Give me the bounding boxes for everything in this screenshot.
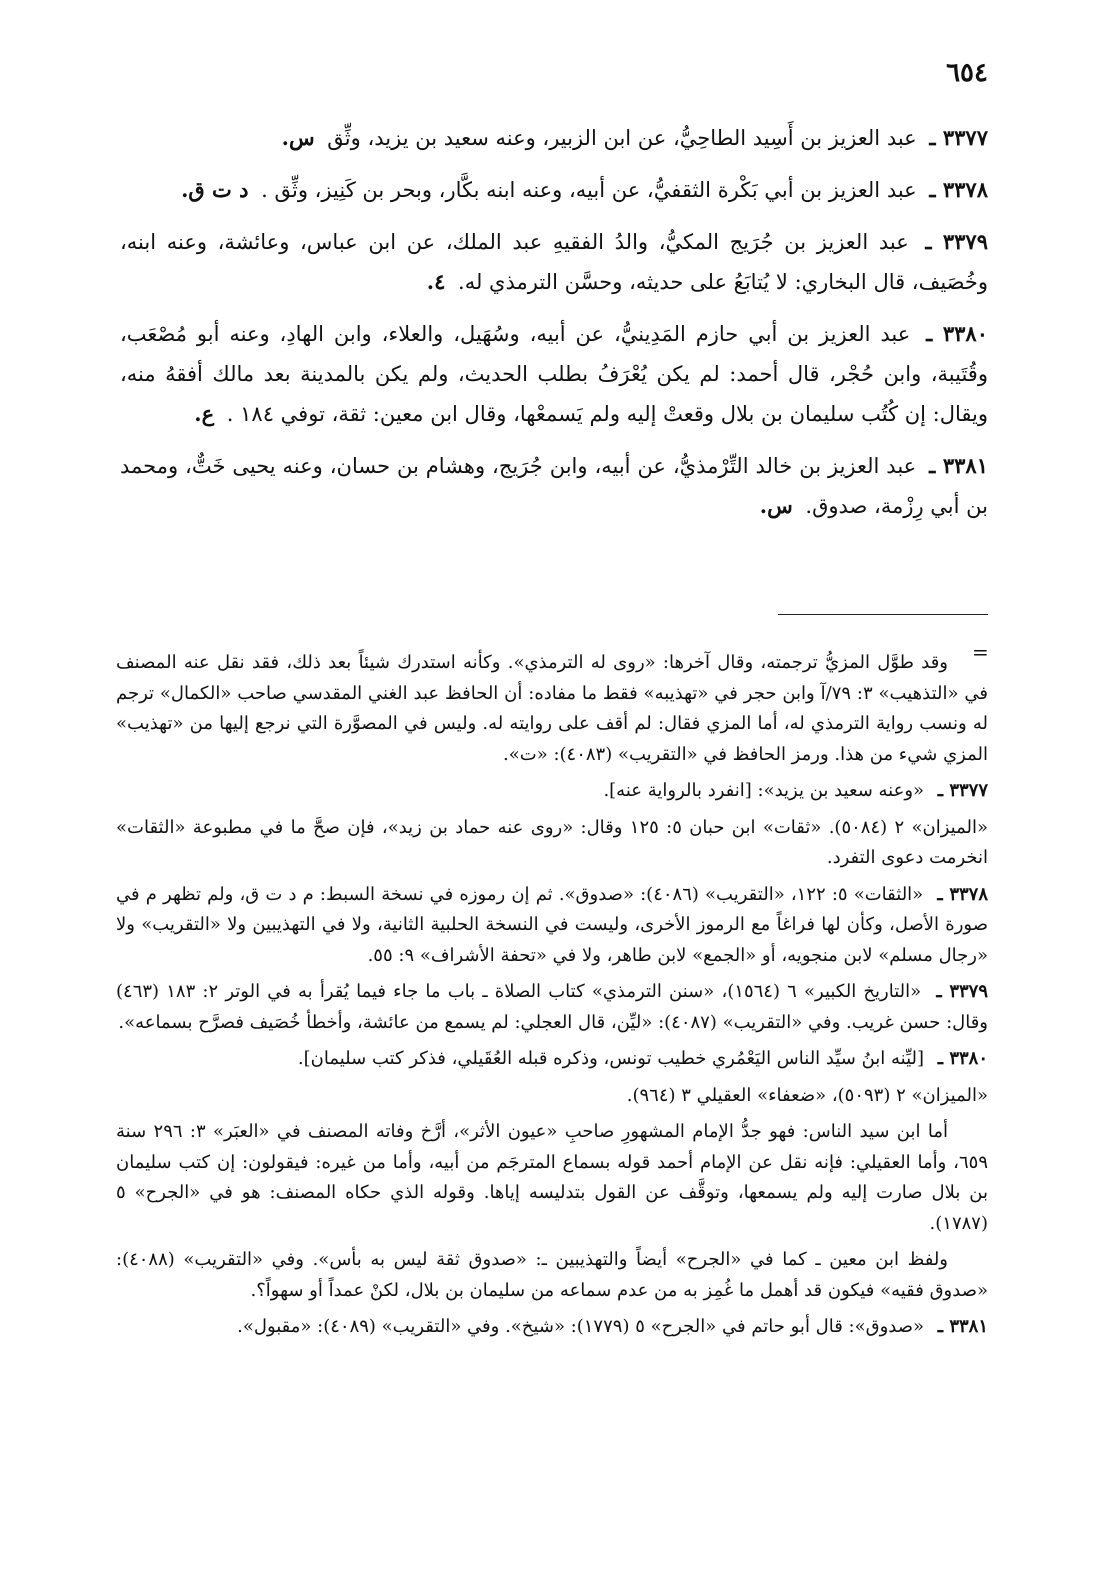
footnote-divider <box>778 614 988 615</box>
footnote-3377-sub <box>116 813 988 874</box>
footnote-subtext: «الميزان» ٢ (٥٠٨٤). «ثقات» ابن حبان ٥: ١٢٥ وقال: «روى عنه حماد بن زيد»، فإن صحَّ ما في مطبوعة «الثقات» انخرمت دعوى التفرد. <box>116 816 988 868</box>
entry-text: عبد العزيز بن أَسِيد الطاحِيُّ، عن ابن الزبير، وعنه سعيد بن يزيد، وثِّق <box>327 126 917 150</box>
footnote-3380-para-2 <box>116 1245 988 1306</box>
footnote-number: ٣٣٧٧ ـ <box>937 780 988 801</box>
entry-number: ٣٣٨٠ ـ <box>926 321 988 346</box>
entry-code: د ت ق. <box>181 177 249 202</box>
footnote-text: [ليِّنه ابنُ سيِّد الناس اليَعْمُري خطيب تونس، وذكره قبله العُقَيلي، فذكر كتب سليمان]. <box>297 1048 925 1069</box>
footnote-text: «الثقات» ٥: ١٢٢، «التقريب» (٤٠٨٦): «صدوق». ثم إن رموزه في نسخة السبط: م د ت ق، ولم تظهر م في صورة الأصل، وكأن لها فراغاً مع الرموز الأخرى، وليست في النسخة الحلبية الثانية، ولا في التهذيبين ولا «التقريب» ولا «رجال مسلم» لابن منجويه، أو «الجمع» لابن طاهر، ولا في «تحفة الأشراف» ٩: ٥٥. <box>116 883 988 966</box>
entry-text: عبد العزيز بن أبي حازم المَدِينيُّ، عن أبيه، وسُهَيل، والعلاء، وابن الهادِ، وعنه أبو مُصْعَب، وقُتَيبة، وابن حُجْر، قال أحمد: لم يكن يُعْرَفُ بطلب الحديث، ولم يكن بالمدينة بعد مالك أفقهُ منه، ويقال: إن كُتُب سليمان بن بلال وقعتْ إليه ولم يَسمعْها، وقال ابن معين: ثقة، توفي ١٨٤ . <box>120 322 988 426</box>
continuation-marker: = <box>972 640 989 664</box>
entry-number: ٣٣٨١ ـ <box>929 453 988 478</box>
entry-number: ٣٣٧٩ ـ <box>925 229 988 254</box>
entry-3378 <box>120 170 988 210</box>
page-number: ٦٥٤ <box>946 58 988 88</box>
footnotes <box>116 648 988 1349</box>
entry-code: ٤. <box>426 269 446 294</box>
entry-code: س. <box>281 125 315 150</box>
footnote-text: «صدوق»: قال أبو حاتم في «الجرح» ٥ (١٧٧٩): «شيخ». وفي «التقريب» (٤٠٨٩): «مقبول». <box>237 1316 925 1337</box>
entry-number: ٣٣٧٨ ـ <box>929 177 988 202</box>
footnote-number: ٣٣٨٠ ـ <box>937 1048 988 1069</box>
footnote-text: «وعنه سعيد بن يزيد»: [انفرد بالرواية عنه]. <box>603 780 925 801</box>
footnote-3380-para-1 <box>116 1117 988 1239</box>
footnote-3377 <box>116 776 988 807</box>
entry-text: عبد العزيز بن جُرَيج المكيُّ، والدُ الفقيهِ عبد الملك، عن ابن عباس، وعائشة، وعنه ابنه، وخُصَيف، قال البخاري: لا يُتابَعُ على حديثه، وحسَّن الترمذي له. <box>120 230 988 294</box>
entry-text: عبد العزيز بن خالد التِّرْمذيُّ، عن أبيه، وابن جُرَيج، وهشام بن حسان، وعنه يحيى خَتٌّ، ومحمد بن أبي رِزْمة، صدوق. <box>120 454 988 518</box>
footnote-number: ٣٣٨١ ـ <box>937 1316 988 1337</box>
footnote-text: «التاريخ الكبير» ٦ (١٥٦٤)، «سنن الترمذي» كتاب الصلاة ـ باب ما جاء فيما يُقرأ به في الوتر ٢: ١٨٣ (٤٦٣) وقال: حسن غريب. وفي «التقريب» (٤٠٨٧): «ليِّن، قال العجلي: لم يسمع من عائشة، وأخطأ خُصَيف فصرَّح بسماعه». <box>116 981 988 1033</box>
entry-3379 <box>120 222 988 302</box>
footnote-subtext: «الميزان» ٢ (٥٠٩٣)، «ضعفاء» العقيلي ٣ (٩٦٤). <box>626 1084 988 1106</box>
footnote-paragraph: أما ابن سيد الناس: فهو جدُّ الإمام المشهورِ صاحبِ «عيون الأثر»، أرَّخ وفاته المصنف في «العبَر» ٣: ٢٩٦ سنة ٦٥٩، وأما العقيلي: فإنه نقل عن الإمام أحمد قوله بسماع المترجَم من أبيه، وأما من غيره: فيقولون: إن كتب سليمان بن بلال صارت إليه ولم يسمعها، وتوقَّف عن القول بتدليسه إياها. وقوله الذي حكاه المصنف: هو في «الجرح» ٥ (١٧٨٧). <box>116 1121 988 1234</box>
footnote-paragraph: ولفظ ابن معين ـ كما في «الجرح» أيضاً والتهذيبين ـ: «صدوق ثقة ليس به بأس». وفي «التقريب» (٤٠٨٨): «صدوق فقيه» فيكون قد أهمل ما غُمِز به من عدم سماعه من سليمان بن بلال، لكنْ عمداً أو سهواً؟. <box>116 1249 988 1301</box>
footnote-number: ٣٣٧٩ ـ <box>936 981 988 1002</box>
entry-number: ٣٣٧٧ ـ <box>929 125 988 150</box>
entry-3380 <box>120 314 988 434</box>
main-text <box>120 118 988 538</box>
footnote-continued <box>116 648 988 770</box>
footnote-3380-sub <box>116 1081 988 1112</box>
footnote-3378 <box>116 880 988 972</box>
entry-code: س. <box>759 493 793 518</box>
footnote-3380 <box>116 1044 988 1075</box>
entry-3377 <box>120 118 988 158</box>
footnote-3379 <box>116 977 988 1038</box>
footnote-number: ٣٣٧٨ ـ <box>937 883 988 905</box>
entry-text: عبد العزيز بن أبي بَكْرة الثقفيُّ، عن أبيه، وعنه ابنه بكَّار، وبحر بن كَنِيز، وثِّق . <box>261 178 917 202</box>
entry-3381 <box>120 446 988 526</box>
footnote-3381 <box>116 1312 988 1343</box>
entry-code: ع. <box>194 401 215 426</box>
footnote-text: وقد طوَّل المزيُّ ترجمته، وقال آخرها: «روى له الترمذي». وكأنه استدرك شيئاً بعد ذلك، فقد نقل عنه المصنف في «التذهيب» ٣: ٧٩/آ وابن حجر في «تهذيبه» فقط ما مفاده: أن الحافظ عبد الغني المقدسي صاحب «الكمال» ترجم له ونسب رواية الترمذي له، أما المزي فقال: لم أقف على روايته له. وليس في المصوَّرة التي نرجع إليها من «تهذيب» المزي شيء من هذا. ورمز الحافظ في «التقريب» (٤٠٨٣): «ت». <box>116 652 989 765</box>
